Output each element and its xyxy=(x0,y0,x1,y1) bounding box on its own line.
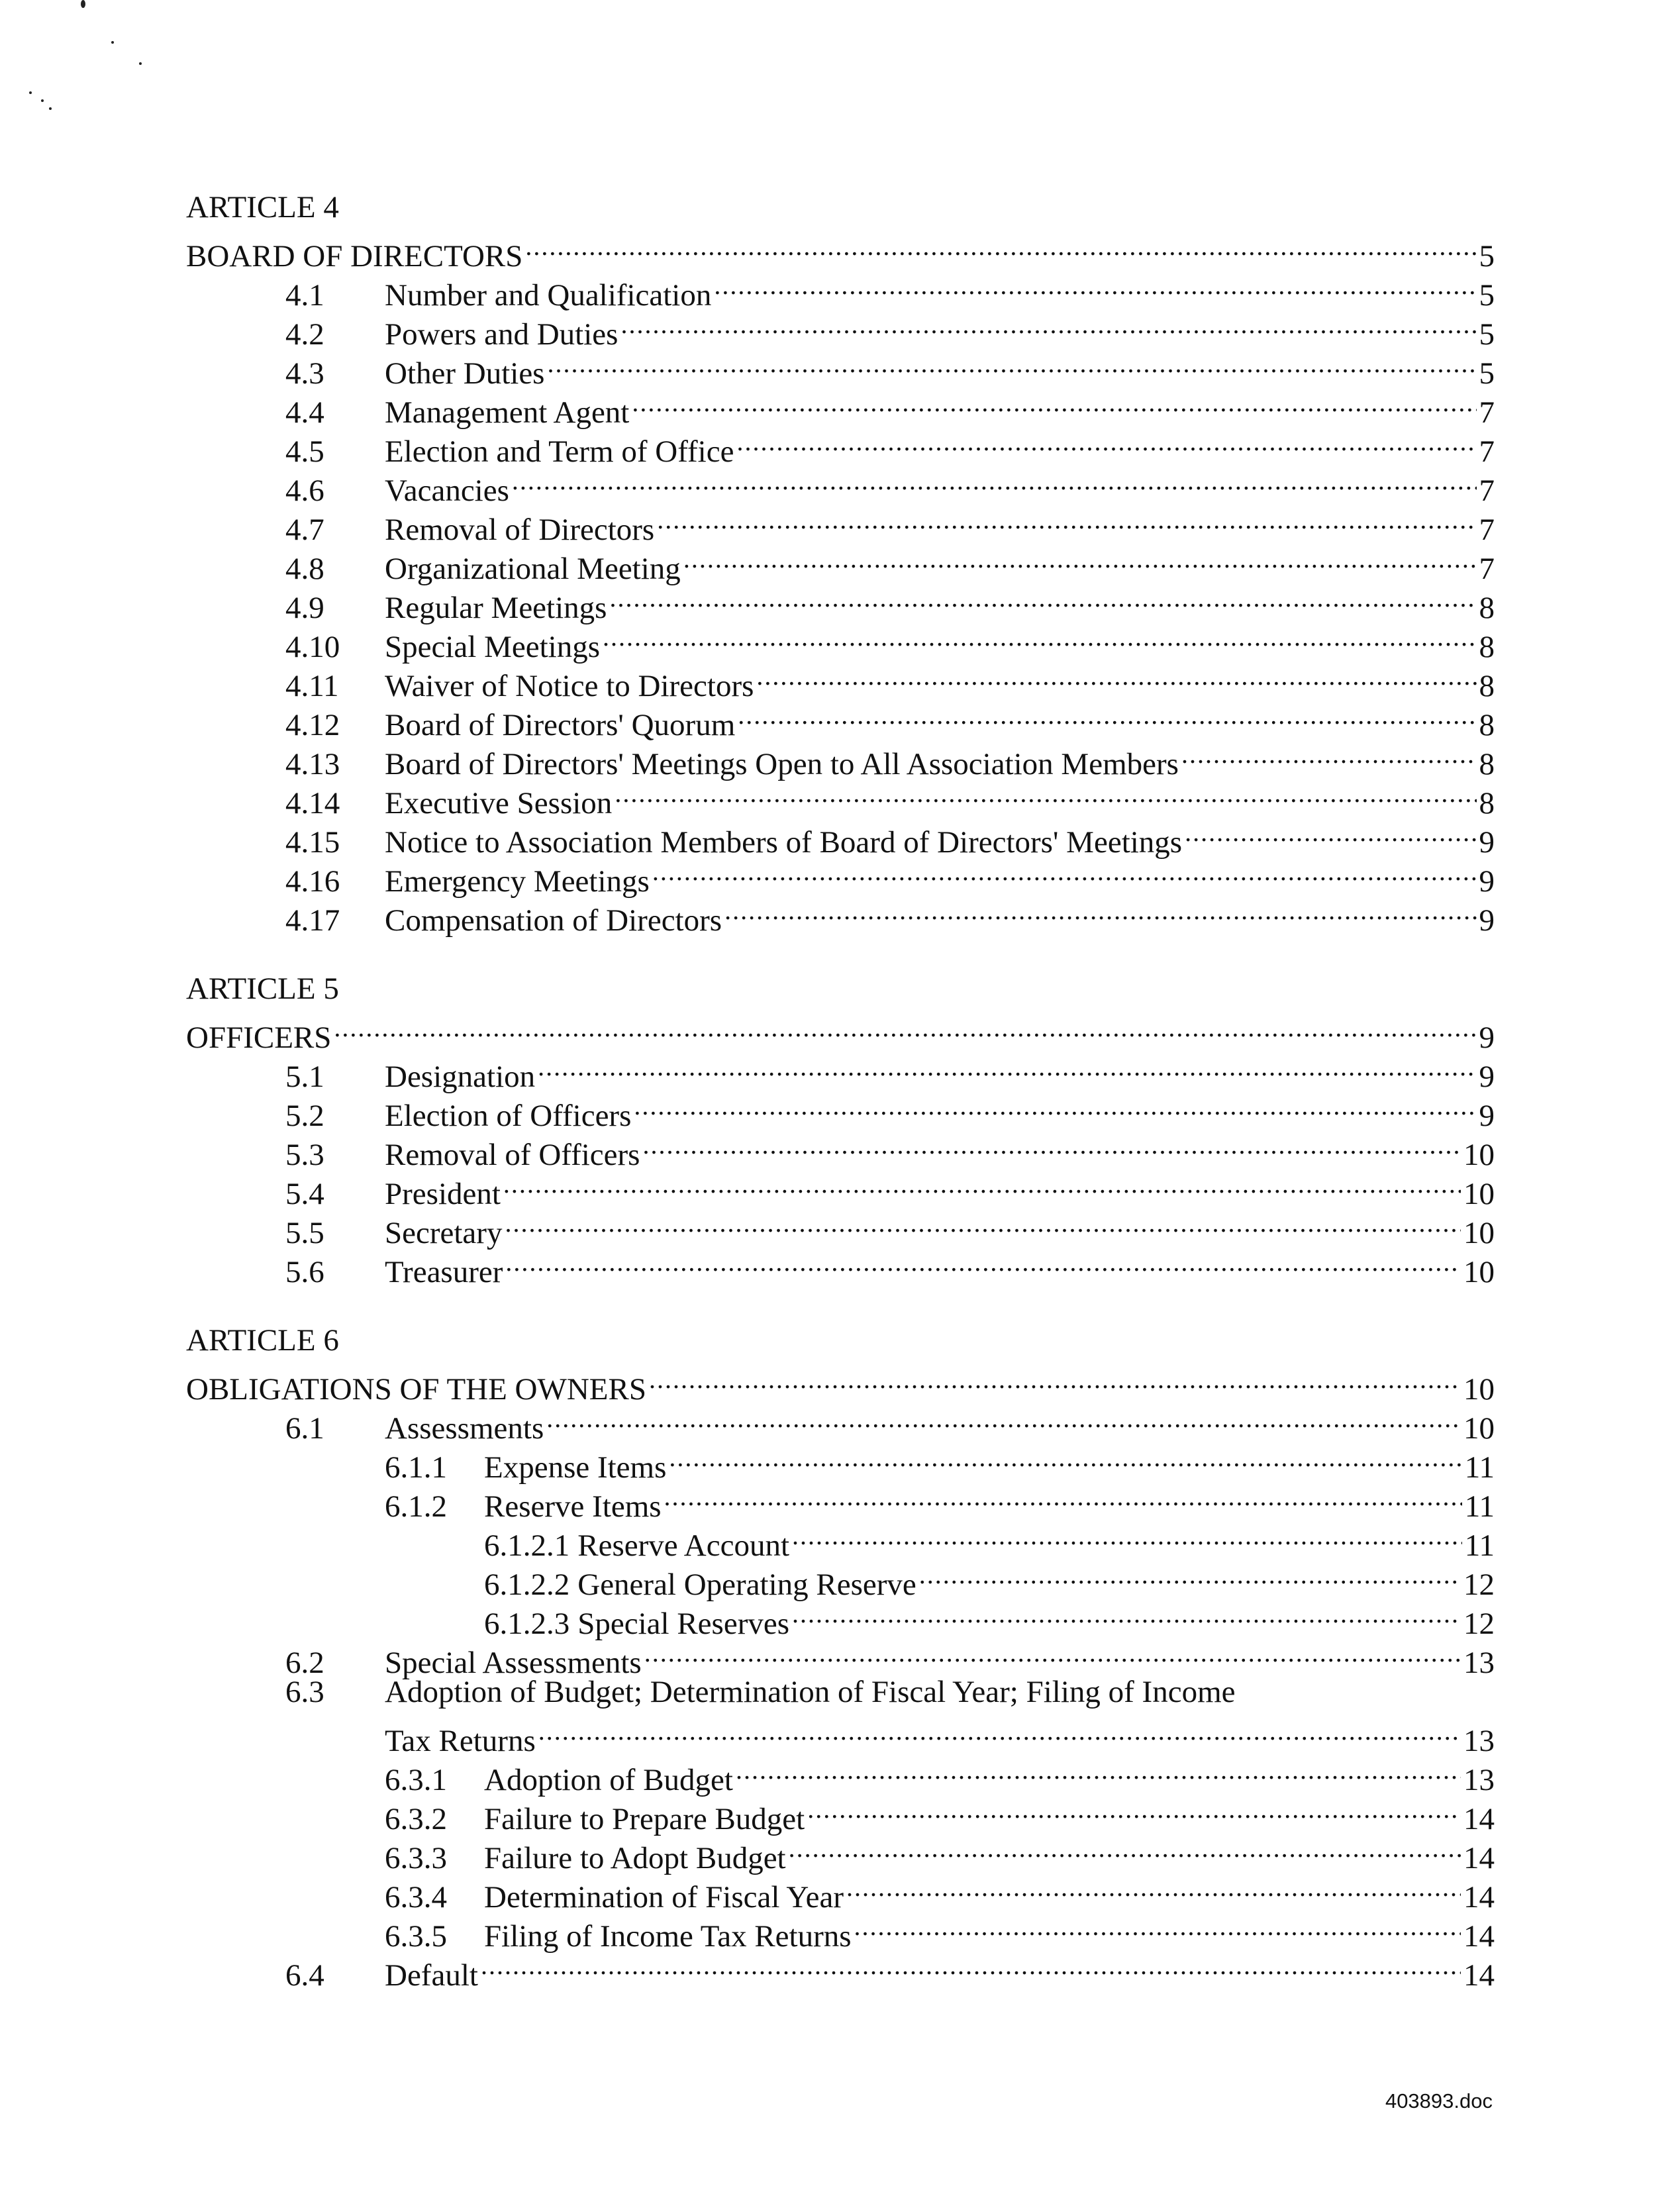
page-number: 8 xyxy=(1479,669,1495,703)
dot-leader xyxy=(919,1556,1461,1595)
page-number: 14 xyxy=(1463,1802,1495,1836)
dot-leader xyxy=(644,1634,1461,1673)
scan-speck xyxy=(49,107,52,110)
toc-entry[interactable] xyxy=(186,1595,1495,1641)
section-title: Treasurer xyxy=(385,1255,503,1289)
section-number: 6.1.2.1 xyxy=(484,1528,570,1563)
section-title: Management Agent xyxy=(385,395,630,430)
section-title: Removal of Officers xyxy=(385,1138,640,1172)
section-title: Regular Meetings xyxy=(385,591,607,625)
page-number: 10 xyxy=(1463,1216,1495,1250)
section-title: Special Assessments xyxy=(385,1646,642,1680)
section-title: Notice to Association Members of Board of Directors' Meetings xyxy=(385,825,1183,860)
page-number: 11 xyxy=(1464,1489,1495,1524)
dot-leader xyxy=(1181,735,1477,774)
page-number: 8 xyxy=(1479,786,1495,820)
section-title: Election and Term of Office xyxy=(385,434,734,469)
dot-leader xyxy=(603,618,1476,657)
article-heading-row[interactable] xyxy=(186,227,1495,274)
page-number: 14 xyxy=(1463,1919,1495,1954)
section-title: Filing of Income Tax Returns xyxy=(484,1919,852,1954)
section-number: 6.3.5 xyxy=(385,1919,447,1954)
section-number: 6.4 xyxy=(285,1958,324,1993)
document-id-footer: 403893.doc xyxy=(1385,2089,1493,2113)
toc-entry[interactable] xyxy=(186,1634,1495,1680)
page-number: 12 xyxy=(1463,1567,1495,1602)
page-number: 12 xyxy=(1463,1607,1495,1641)
dot-leader xyxy=(609,579,1476,618)
section-number: 6.3 xyxy=(285,1675,324,1709)
section-title: Executive Session xyxy=(385,786,613,820)
page-number: 14 xyxy=(1463,1958,1495,1993)
dot-leader xyxy=(664,1477,1462,1517)
page-number: 7 xyxy=(1479,434,1495,469)
page-number: 13 xyxy=(1463,1646,1495,1680)
toc-entry[interactable] xyxy=(186,1556,1495,1602)
section-title: Compensation of Directors xyxy=(385,903,722,938)
table-of-contents xyxy=(186,188,1495,1993)
dot-leader xyxy=(505,1204,1461,1243)
section-title: Emergency Meetings xyxy=(385,864,650,899)
dot-leader xyxy=(807,1790,1461,1829)
dot-leader xyxy=(854,1907,1461,1946)
section-number: 4.9 xyxy=(285,591,324,625)
article-4-block xyxy=(186,188,1495,938)
section-number: 5.5 xyxy=(285,1216,324,1250)
page-number: 10 xyxy=(1463,1372,1495,1407)
section-title: Election of Officers xyxy=(385,1099,632,1133)
page-number: 5 xyxy=(1479,278,1495,313)
dot-leader xyxy=(657,501,1476,540)
section-title: Expense Items xyxy=(484,1450,667,1485)
section-title: Number and Qualification xyxy=(385,278,712,313)
article-5-block xyxy=(186,970,1495,1289)
section-title: Waiver of Notice to Directors xyxy=(385,669,754,703)
section-number: 5.4 xyxy=(285,1177,324,1211)
section-title: Default xyxy=(385,1958,478,1993)
page-number: 8 xyxy=(1479,591,1495,625)
toc-entry[interactable] xyxy=(186,1790,1495,1836)
section-number: 4.1 xyxy=(285,278,324,313)
dot-leader xyxy=(512,462,1477,501)
dot-leader xyxy=(846,1868,1461,1907)
section-number: 4.11 xyxy=(285,669,339,703)
article-heading-row[interactable] xyxy=(186,1360,1495,1407)
article-label: ARTICLE 6 xyxy=(186,1323,339,1358)
page-number: 13 xyxy=(1463,1763,1495,1797)
section-number: 5.1 xyxy=(285,1060,324,1094)
section-number: 6.3.3 xyxy=(385,1841,447,1875)
dot-leader xyxy=(334,1009,1476,1048)
dot-leader xyxy=(481,1946,1461,1985)
dot-leader xyxy=(789,1829,1461,1868)
toc-entry-continuation[interactable] xyxy=(186,1712,1495,1758)
page-number: 9 xyxy=(1479,1060,1495,1094)
section-number: 4.8 xyxy=(285,552,324,586)
dot-leader xyxy=(642,1126,1461,1165)
section-title: Powers and Duties xyxy=(385,317,618,352)
article-6-block xyxy=(186,1321,1495,1993)
scan-speck xyxy=(139,62,142,65)
section-title: Special Reserves xyxy=(577,1607,790,1641)
section-title: Vacancies xyxy=(385,473,509,508)
section-number: 6.3.1 xyxy=(385,1763,447,1797)
toc-entry[interactable] xyxy=(186,1868,1495,1914)
section-title: Adoption of Budget; Determination of Fiscal Year; Filing of Income xyxy=(385,1675,1236,1709)
page-number: 13 xyxy=(1463,1724,1495,1758)
dot-leader xyxy=(503,1165,1461,1204)
section-title: Assessments xyxy=(385,1411,544,1446)
section-number: 4.7 xyxy=(285,513,324,547)
dot-leader xyxy=(652,852,1477,891)
article-label: ARTICLE 4 xyxy=(186,190,339,224)
page-number: 9 xyxy=(1479,903,1495,938)
section-number: 5.6 xyxy=(285,1255,324,1289)
scan-speck xyxy=(41,99,44,102)
section-title: Secretary xyxy=(385,1216,503,1250)
dot-leader xyxy=(724,891,1476,930)
dot-leader xyxy=(756,657,1476,696)
dot-leader xyxy=(669,1438,1461,1477)
page-number: 8 xyxy=(1479,708,1495,742)
page-number: 11 xyxy=(1464,1450,1495,1485)
section-number: 6.1 xyxy=(285,1411,324,1446)
page-number: 8 xyxy=(1479,747,1495,781)
section-title: Failure to Prepare Budget xyxy=(484,1802,805,1836)
section-number: 4.10 xyxy=(285,630,340,664)
section-number: 4.13 xyxy=(285,747,340,781)
section-number: 5.3 xyxy=(285,1138,324,1172)
section-number: 4.4 xyxy=(285,395,324,430)
toc-entry[interactable] xyxy=(186,1829,1495,1875)
toc-entry[interactable] xyxy=(186,1048,1495,1094)
section-title: Reserve Account xyxy=(577,1528,790,1563)
section-title: Organizational Meeting xyxy=(385,552,681,586)
page-number: 9 xyxy=(1479,864,1495,899)
dot-leader xyxy=(634,1087,1476,1126)
dot-leader xyxy=(792,1517,1462,1556)
section-number: 4.5 xyxy=(285,434,324,469)
dot-leader xyxy=(547,344,1476,383)
section-title: Adoption of Budget xyxy=(484,1763,733,1797)
section-number: 6.3.2 xyxy=(385,1802,447,1836)
page-number: 10 xyxy=(1463,1255,1495,1289)
dot-leader xyxy=(649,1360,1461,1399)
dot-leader xyxy=(792,1595,1461,1634)
page-number: 5 xyxy=(1479,356,1495,391)
section-number: 6.3.4 xyxy=(385,1880,447,1914)
scan-speck xyxy=(29,91,32,94)
page-number: 9 xyxy=(1479,1020,1495,1055)
article-heading-row[interactable] xyxy=(186,1009,1495,1055)
dot-leader xyxy=(505,1243,1461,1282)
page-number: 14 xyxy=(1463,1841,1495,1875)
page-number: 11 xyxy=(1464,1528,1495,1563)
page-number: 7 xyxy=(1479,552,1495,586)
dot-leader xyxy=(546,1399,1461,1438)
section-title: Other Duties xyxy=(385,356,545,391)
article-label: ARTICLE 5 xyxy=(186,971,339,1006)
section-number: 4.3 xyxy=(285,356,324,391)
section-title: Designation xyxy=(385,1060,536,1094)
dot-leader xyxy=(736,423,1476,462)
page-number: 14 xyxy=(1463,1880,1495,1914)
section-number: 6.1.2 xyxy=(385,1489,447,1524)
page-number: 5 xyxy=(1479,239,1495,274)
section-title: President xyxy=(385,1177,501,1211)
page-number: 10 xyxy=(1463,1411,1495,1446)
section-title: Board of Directors' Meetings Open to All Association Members xyxy=(385,747,1179,781)
section-number: 4.17 xyxy=(285,903,340,938)
section-number: 5.2 xyxy=(285,1099,324,1133)
page-number: 7 xyxy=(1479,513,1495,547)
page-number: 10 xyxy=(1463,1138,1495,1172)
section-number: 4.15 xyxy=(285,825,340,860)
dot-leader xyxy=(538,1048,1476,1087)
section-number: 4.16 xyxy=(285,864,340,899)
page-number: 5 xyxy=(1479,317,1495,352)
section-title-continuation: Tax Returns xyxy=(385,1724,536,1758)
dot-leader xyxy=(738,696,1476,735)
page-number: 9 xyxy=(1479,825,1495,860)
dot-leader xyxy=(538,1712,1461,1751)
section-number: 6.1.1 xyxy=(385,1450,447,1485)
section-title: General Operating Reserve xyxy=(577,1567,916,1602)
page-number: 10 xyxy=(1463,1177,1495,1211)
dot-leader xyxy=(620,305,1476,344)
toc-entry[interactable] xyxy=(186,1477,1495,1524)
section-title: Special Meetings xyxy=(385,630,601,664)
section-title: Failure to Adopt Budget xyxy=(484,1841,786,1875)
section-number: 4.6 xyxy=(285,473,324,508)
section-number: 6.1.2.2 xyxy=(484,1567,570,1602)
page-number: 9 xyxy=(1479,1099,1495,1133)
article-heading: BOARD OF DIRECTORS xyxy=(186,239,523,274)
toc-entry[interactable] xyxy=(186,1517,1495,1563)
page-number: 7 xyxy=(1479,395,1495,430)
section-title: Board of Directors' Quorum xyxy=(385,708,736,742)
section-number: 6.2 xyxy=(285,1646,324,1680)
section-title: Determination of Fiscal Year xyxy=(484,1880,844,1914)
page-number: 7 xyxy=(1479,473,1495,508)
dot-leader xyxy=(736,1751,1461,1790)
dot-leader xyxy=(632,383,1476,423)
dot-leader xyxy=(525,227,1476,266)
section-title: Reserve Items xyxy=(484,1489,662,1524)
page-number: 8 xyxy=(1479,630,1495,664)
dot-leader xyxy=(1185,813,1476,852)
scan-speck xyxy=(81,0,85,8)
dot-leader xyxy=(714,266,1476,305)
section-number: 4.14 xyxy=(285,786,340,820)
article-heading: OFFICERS xyxy=(186,1020,332,1055)
toc-entry[interactable] xyxy=(186,1673,1495,1712)
toc-entry[interactable] xyxy=(186,1946,1495,1993)
article-heading: OBLIGATIONS OF THE OWNERS xyxy=(186,1372,646,1407)
toc-entry[interactable] xyxy=(186,1751,1495,1797)
section-number: 6.1.2.3 xyxy=(484,1607,570,1641)
section-number: 4.2 xyxy=(285,317,324,352)
dot-leader xyxy=(683,540,1477,579)
dot-leader xyxy=(615,774,1476,813)
scan-speck xyxy=(111,41,114,44)
section-number: 4.12 xyxy=(285,708,340,742)
section-title: Removal of Directors xyxy=(385,513,655,547)
